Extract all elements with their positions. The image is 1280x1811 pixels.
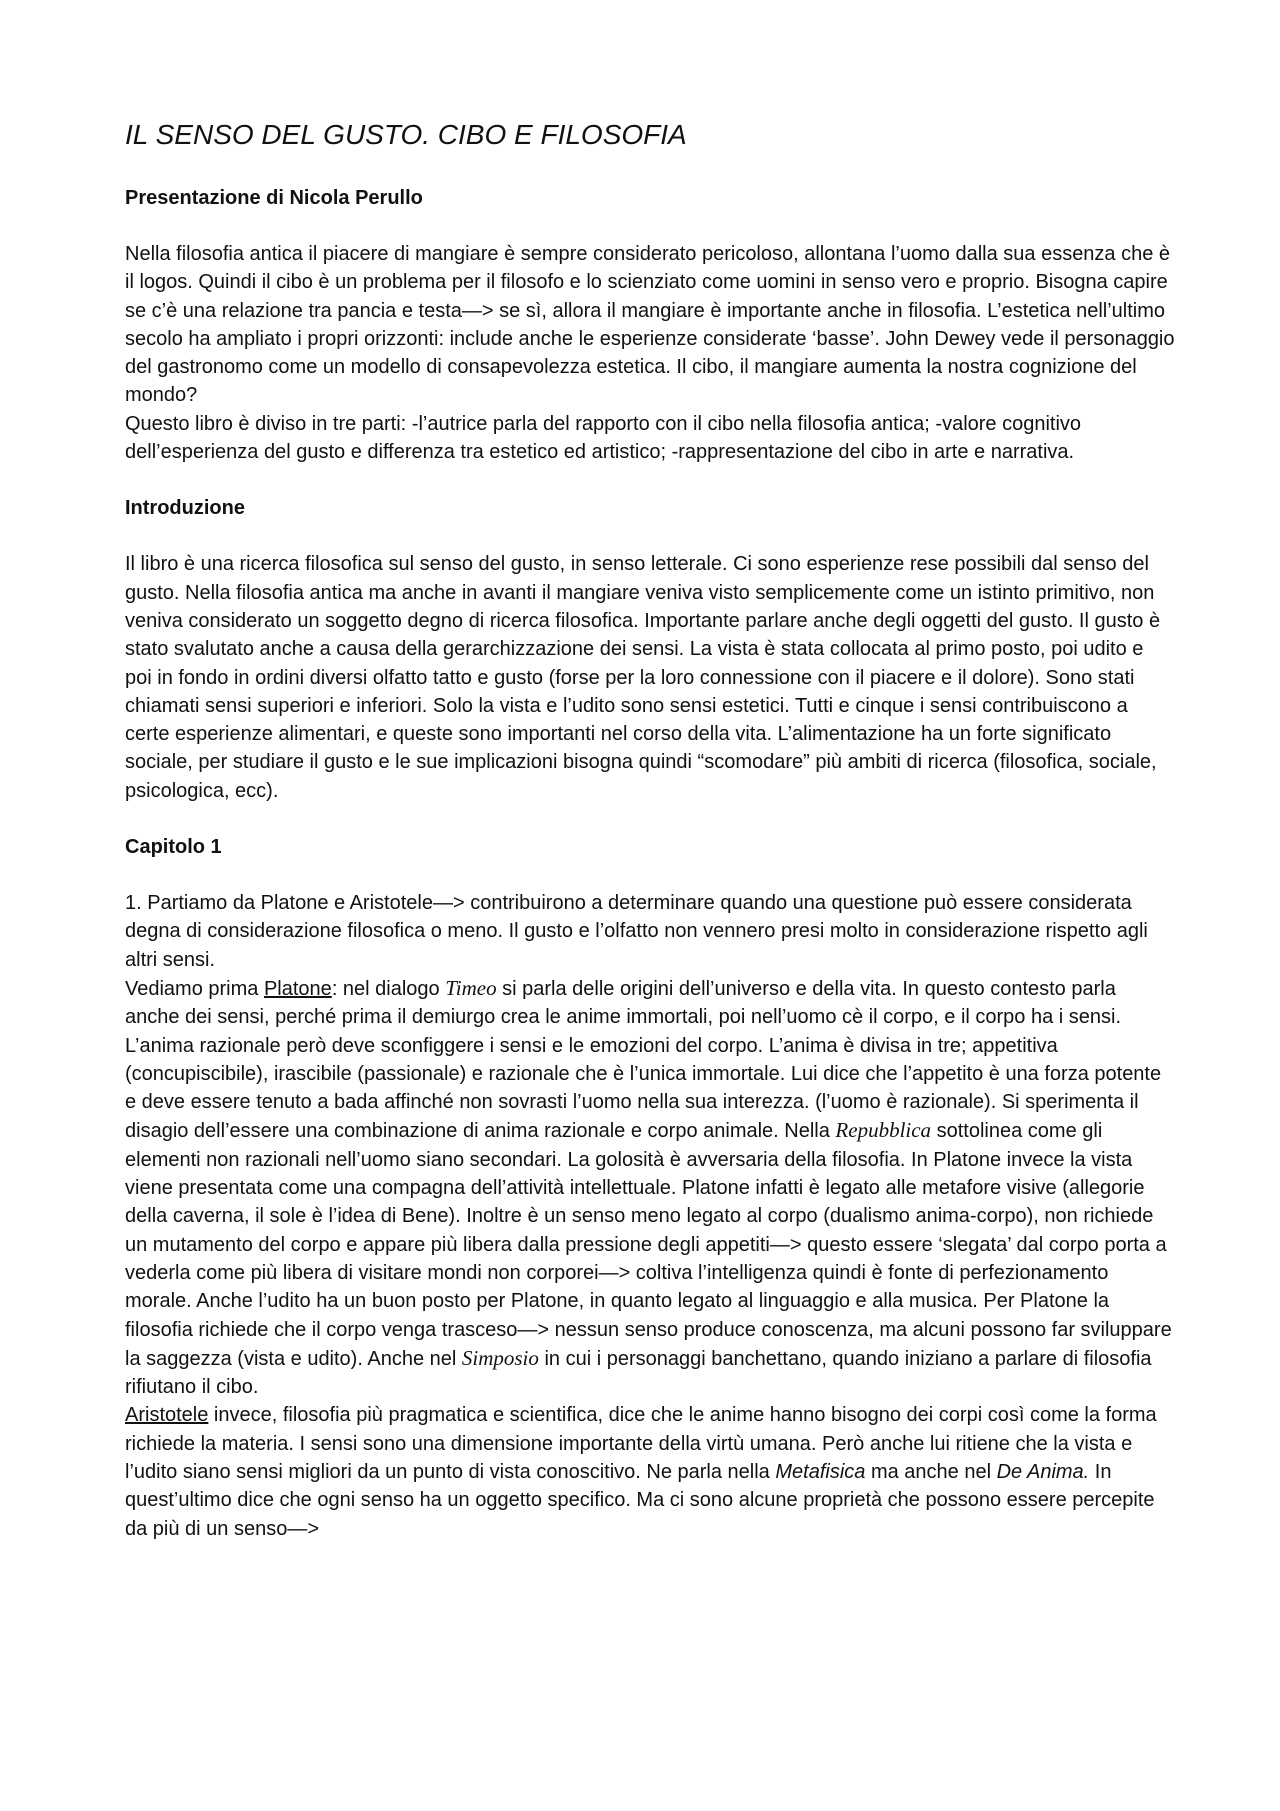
- text-run: sottolinea come gli elementi non razionali nell’uomo siano secondari. La golosità è avversaria della filosofia. In Platone invece la vista viene presentata come una compagna dell’attività intellettuale. Platone infatti è legato alle metafore visive (allegorie della caverna, il sole è l’idea di Bene). Inoltre è un senso meno legato al corpo (dualismo anima-corpo), non richiede un mutamento del corpo e appare più libera dalla pressione degli appetiti—> questo essere ‘slegata’ dal corpo porta a vederla come più libera di visitare mondi non corporei—> coltiva l’intelligenza quindi è fonte di perfezionamento morale. Anche l’udito ha un buon posto per Platone, in quanto legato al linguaggio e alla musica. Per Platone la filosofia richiede che il corpo venga trasceso—> nessun senso produce conoscenza, ma alcuni possono far sviluppare la saggezza (vista e udito). Anche nel: [125, 1120, 1172, 1370]
- work-title-repubblica: Repubblica: [835, 1118, 932, 1143]
- text-run: in cui i personaggi banchettano, quando iniziano a parlare di filosofia rifiutano il cibo.: [125, 1347, 1152, 1399]
- section-presentazione: [125, 184, 1175, 466]
- section-capitolo-1: [125, 833, 1175, 1543]
- document-title: IL SENSO DEL GUSTO. CIBO E FILOSOFIA: [125, 119, 687, 150]
- work-title-simposio: Simposio: [461, 1345, 539, 1370]
- section-introduzione: [125, 494, 1175, 805]
- text-run: : nel dialogo: [331, 977, 446, 1000]
- text-run: invece, filosofia più pragmatica e scientifica, dice che le anime hanno bisogno dei corpi così come la forma richiede la materia. I sensi sono una dimensione importante della virtù umana. Però anche lui ritiene che la vista e l’udito siano sensi migliori da un punto di vista conoscitivo. Ne parla nella: [125, 1404, 1157, 1483]
- paragraph: Nella filosofia antica il piacere di mangiare è sempre considerato pericoloso, allontana l’uomo dalla sua essenza che è il logos. Quindi il cibo è un problema per il filosofo e lo scienziato come uomini in senso vero e proprio. Bisogna capire se c’è una relazione tra pancia e testa—> se sì, allora il mangiare è importante anche in filosofia. L’estetica nell’ultimo secolo ha ampliato i propri orizzonti: include anche le esperienze considerate ‘basse’. John Dewey vede il personaggio del gastronomo come un modello di consapevolezza estetica. Il cibo, il mangiare aumenta la nostra cognizione del mondo?: [125, 243, 1175, 407]
- document-body: [125, 118, 1175, 1571]
- paragraph-platone: [125, 974, 1175, 1401]
- text-run: Vediamo prima: [125, 977, 264, 1000]
- paragraph-aristotele: [125, 1401, 1175, 1542]
- paragraph: 1. Partiamo da Platone e Aristotele—> contribuirono a determinare quando una questione può essere considerata degna di considerazione filosofica o meno. Il gusto e l’olfatto non vennero presi molto in considerazione rispetto agli altri sensi.: [125, 892, 1148, 971]
- work-title-de-anima: De Anima.: [996, 1460, 1090, 1483]
- section-heading-introduzione: Introduzione: [125, 497, 245, 520]
- work-title-timeo: Timeo: [445, 975, 497, 1000]
- section-heading-capitolo-1: Capitolo 1: [125, 836, 222, 859]
- text-run: ma anche nel: [865, 1460, 997, 1483]
- underlined-term-aristotele: Aristotele: [125, 1404, 209, 1427]
- work-title-metafisica: Metafisica: [775, 1460, 866, 1483]
- paragraph: Questo libro è diviso in tre parti: -l’autrice parla del rapporto con il cibo nella filosofia antica; -valore cognitivo dell’esperienza del gusto e differenza tra estetico ed artistico; -rappresentazione del cibo in arte e narrativa.: [125, 412, 1082, 464]
- text-run: si parla delle origini dell’universo e della vita. In questo contesto parla anche dei sensi, perché prima il demiurgo crea le anime immortali, poi nell’uomo cè il corpo, e il corpo ha i sensi. L’anima razionale però deve sconfiggere i sensi e le emozioni del corpo. L’anima è divisa in tre; appetitiva (concupiscibile), irascibile (passionale) e razionale che è l’unica immortale. Lui dice che l’appetito è una forza potente e deve essere tenuto a bada affinché non sovrasti l’uomo nella sua interezza. (l’uomo è razionale). Si sperimenta il disagio dell’essere una combinazione di anima razionale e corpo animale. Nella: [125, 977, 1162, 1143]
- text-run: In quest’ultimo dice che ogni senso ha un oggetto specifico. Ma ci sono alcune proprietà che possono essere percepite da più di un senso—>: [125, 1460, 1155, 1540]
- paragraph: Il libro è una ricerca filosofica sul senso del gusto, in senso letterale. Ci sono esperienze rese possibili dal senso del gusto. Nella filosofia antica ma anche in avanti il mangiare veniva visto semplicemente come un istinto primitivo, non veniva considerato un soggetto degno di ricerca filosofica. Importante parlare anche degli oggetti del gusto. Il gusto è stato svalutato anche a causa della gerarchizzazione dei sensi. La vista è stata collocata al primo posto, poi udito e poi in fondo in ordini diversi olfatto tatto e gusto (forse per la loro connessione con il piacere e il dolore). Sono stati chiamati sensi superiori e inferiori. Solo la vista e l’udito sono sensi estetici. Tutti e cinque i sensi contribuiscono a certe esperienze alimentari, e queste sono importanti nel corso della vita. L’alimentazione ha un forte significato sociale, per studiare il gusto e le sue implicazioni bisogna quindi “scomodare” più ambiti di ricerca (filosofica, sociale, psicologica, ecc).: [125, 553, 1161, 802]
- underlined-term-platone: Platone: [263, 977, 332, 1000]
- section-heading-presentazione: Presentazione di Nicola Perullo: [125, 187, 423, 209]
